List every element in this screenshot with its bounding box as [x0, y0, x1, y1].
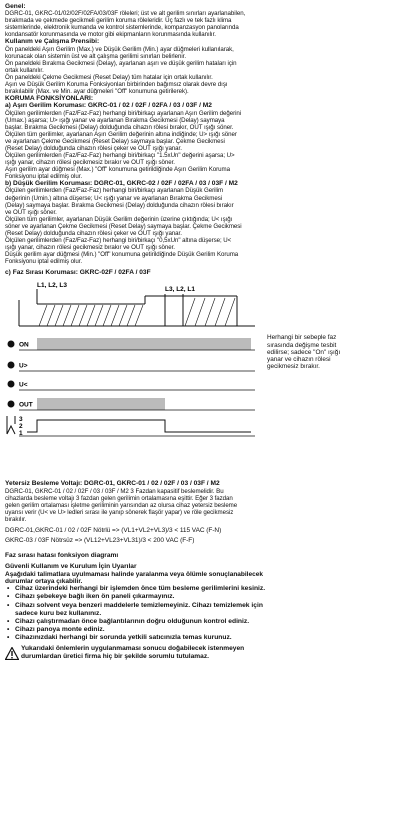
- dusuk-line: Ölçülen gerilimlerden (Faz/Faz-Faz) herhangi biri/birkaçı ayarlanan Düşük Gerilim: [5, 187, 224, 195]
- phase-label-normal: L1, L2, L3: [37, 282, 67, 290]
- faz-diagram-title: Faz sırası hatası fonksiyon diagramı: [5, 552, 119, 559]
- genel-body: [5, 10, 411, 38]
- koruma-heading: KORUMA FONKSİYONLARI:: [5, 95, 94, 103]
- guvenli-intro-2: durumlar ortaya çıkabilir.: [5, 577, 83, 585]
- kullanim-body: [5, 46, 411, 95]
- yetersiz-line: DGRC-01, GKRC-01 / 02 / 02F / 03 / 03F / M2 3 Fazdan kapasitif beslemelidir. Bu: [5, 487, 224, 495]
- led-under-voltage-icon: [8, 381, 15, 388]
- note-line: sırasında değişme tesbit: [267, 341, 337, 349]
- safety-bullets: [5, 585, 411, 642]
- led-over-voltage-icon: [8, 362, 15, 369]
- phase-label-reversed: L3, L2, L1: [165, 286, 195, 294]
- note-line: yanar ve cihazın rölesi: [267, 356, 331, 364]
- asiri-line: Ölçülen gerilimlerden (Faz/Faz-Faz) herhangi biri/birkaçı ayarlanan Aşırı Gerilim değerini: [5, 109, 242, 117]
- kullanim-line: bırakılabilir (Max. ve Min. ayar düğmeleri "Off" konumuna getirilerek).: [5, 88, 189, 96]
- asiri-line: (Reset Delay) dolduğunda cihazın rölesi çeker ve OUT ışığı yanar.: [5, 144, 182, 152]
- safety-bullet: • Cihazı panoya monte ediniz.: [15, 626, 411, 634]
- asiri-line: Ölçülen gerilimlerden (Faz/Faz-Faz) herhangi biri/birkaçı "1.5xUn" değerini aşarsa; U>: [5, 151, 235, 159]
- phase-sequence-timing-diagram: [5, 278, 411, 476]
- kullanim-heading: Kullanım ve Çalışma Prensibi:: [5, 38, 100, 46]
- yetersiz-heading: Yetersiz Besleme Voltajı: DGRC-01, GKRC-01 / 02 / 02F / 03 / 03F / M2: [5, 480, 220, 488]
- dusuk-line: (Delay) saymaya başlar. Bırakma Gecikmesi (Delay) dolduğunda cihazın rölesi bırakır: [5, 201, 234, 209]
- row-label-over-voltage: U>: [19, 362, 28, 370]
- asiri-line: Aşırı gerilim ayar düğmesi (Max.) "Off" konumuna getirildiğinde Aşırı Gerilim Koruma: [5, 166, 230, 174]
- safety-bullet-cont: sadece kuru bez kullanınız.: [15, 609, 102, 617]
- safety-bullet: • Cihazı şebekeye bağlı iken ön paneli çıkarmayınız.: [15, 593, 411, 601]
- genel-heading: Genel:: [5, 3, 26, 10]
- kullanim-line: ortak kullanılır.: [5, 66, 44, 74]
- safety-bullet: • Cihaz üzerindeki herhangi bir işlemden önce tüm besleme gerilimlerini kesiniz.: [15, 585, 411, 593]
- dusuk-line: Düşük gerilim ayar düğmesi (Min.) "Off" konumuna getirildiğinde Düşük Gerilim Koruma: [5, 250, 239, 258]
- guvenli-intro-1: Aşağıdaki talimatlara uyulmaması halinde yaralanma veya ölümle sonuçlanabilecek: [5, 570, 263, 578]
- led-on-icon: [8, 341, 15, 348]
- asiri-gerilim-heading: a) Aşırı Gerilim Koruması: GKRC-01 / 02 / 02F / 02FA / 03 / 03F / M2: [5, 102, 212, 110]
- warning-text: [21, 645, 406, 660]
- formula-neutral: DGRC-01,GKRC-01 / 02 / 02F Nötrlü => (VL1+VL2+VL3)/3 < 115 VAC (F-N): [5, 526, 222, 534]
- asiri-gerilim-body: [5, 110, 411, 180]
- dusuk-line: ve OUT ışığı söner.: [5, 208, 57, 216]
- asiri-line: ve ayarlanan Çekme Gecikmesi (Reset Delay) saymaya başlar. Çekme Gecikmesi: [5, 137, 225, 145]
- phase-hatch: [39, 298, 235, 326]
- dusuk-line: söner ve ayarlanan Çekme Gecikmesi (Reset Delay) saymaya başlar. Çekme Gecikmesi: [5, 222, 242, 230]
- genel-line: DGRC-01, GKRC-01/02/02F/02FA/03/03F röleleri; üst ve alt gerilim sınırları ayarlanabilen,: [5, 10, 246, 18]
- warning-block: [5, 645, 411, 667]
- warning-line: durumlardan üretici firma hiç bir şekilde sorumlu tutulamaz.: [21, 653, 209, 660]
- asiri-line: Ölçülen tüm gerilimler, ayarlanan Aşırı Gerilim değerinin altına indiğinde; U> ışığı söner: [5, 130, 237, 138]
- yetersiz-line: uyarısı verir (U< ve U> ledleri sırası ile yanıp sönerek flaşör yapar) ve röle gecikmesiz: [5, 508, 234, 516]
- kullanim-line: korunacak olan sistemin üst ve alt çalışma gerilimi sınırları belirlenir.: [5, 52, 186, 60]
- timing-diagram-svg: [5, 278, 411, 476]
- yetersiz-body: [5, 488, 411, 523]
- relay-label-1: 1: [19, 430, 23, 438]
- row-label-out: OUT: [19, 401, 33, 409]
- note-line: Herhangi bir sebeple faz: [267, 334, 337, 342]
- kullanim-line: Ön paneldeki Çekme Gecikmesi (Reset Delay) tüm hatalar için ortak kullanılır.: [5, 73, 213, 81]
- on-signal-bar: [37, 338, 251, 350]
- asiri-line: ışığı yanar, cihazın rölesi gecikmesiz bırakır ve OUT ışığı söner.: [5, 159, 175, 167]
- dusuk-line: Ölçülen gerilimlerden (Faz/Faz-Faz) herhangi biri/birkaçı "0,5xUn" altına düşerse; U<: [5, 236, 232, 244]
- dusuk-line: Ölçülen tüm gerilimler, ayarlanan Düşük Gerilim değerinin üzerine çıktığında; U< ışığı: [5, 215, 233, 223]
- document-page: [5, 3, 411, 667]
- dusuk-line: Fonksiyonu iptal edilmiş olur.: [5, 257, 82, 265]
- relay-label-3: 3: [19, 416, 23, 424]
- safety-bullet: • Cihazınızdaki herhangi bir sorunda yetkili satıcınızla temas kurunuz.: [15, 634, 411, 642]
- yetersiz-line: bırakılır.: [5, 515, 27, 523]
- genel-line: kondansatör korunmasında ve motor gibi ekipmanların korunmasında kullanılır.: [5, 31, 216, 39]
- note-line: gecikmesiz bırakır.: [267, 363, 320, 371]
- relay-icon: [7, 416, 15, 434]
- row-label-on: ON: [19, 341, 29, 349]
- asiri-line: Fonksiyonu iptal edilmiş olur.: [5, 173, 82, 181]
- dusuk-line: (Reset Delay) dolduğunda cihazın rölesi çeker ve OUT ışığı yanar.: [5, 229, 182, 237]
- faz-sirasi-heading: c) Faz Sırası Koruması: GKRC-02F / 02FA / 03F: [5, 268, 151, 276]
- genel-line: bırakmada ve çekmede gecikmeli gerilim koruma röleleridir. Üç fazlı ve tek fazlı klima: [5, 17, 232, 25]
- asiri-line: başlar. Bırakma Gecikmesi (Delay) dolduğunda cihazın rölesi bırakır, OUT ışığı söner.: [5, 123, 234, 131]
- relay-label-2: 2: [19, 423, 23, 431]
- genel-line: sistemlerinde, elektronik kumanda ve kontrol sistemlerinde, kompanzasyon panolarında: [5, 24, 239, 32]
- dusuk-gerilim-body: [5, 187, 411, 265]
- dusuk-line: ışığı yanar, cihazın rölesi gecikmesiz bırakır ve OUT ışığı söner.: [5, 243, 175, 251]
- timing-diagram-note: [267, 334, 407, 370]
- yetersiz-line: cihazlarda besleme voltajı 3 fazdan gelen gerilimin ortalamasına eşittir. Eğer 3 fazdan: [5, 494, 233, 502]
- safety-bullet: • Cihazı çalıştırmadan önce bağlantılarının doğru olduğunun kontrol ediniz.: [15, 618, 411, 626]
- guvenli-heading: Güvenli Kullanım ve Kurulum İçin Uyarılar: [5, 563, 137, 571]
- out-signal-bar: [37, 398, 165, 410]
- warning-triangle-icon: [5, 647, 19, 660]
- dusuk-gerilim-heading: b) Düşük Gerilim Koruması: DGRC-01, GKRC-02 / 02F / 02FA / 03 / 03F / M2: [5, 180, 238, 188]
- row-label-under-voltage: U<: [19, 381, 28, 389]
- kullanim-line: Ön paneldeki Aşırı Gerilim (Max.) ve Düşük Gerilim (Min.) ayar düğmeleri kullanılarak,: [5, 45, 234, 53]
- note-line: edilirse; sadece "On" ışığı: [267, 348, 341, 356]
- asiri-line: (Umax.) aşarsa; U> ışığı yanar ve ayarlanan Bırakma Gecikmesi (Delay) saymaya: [5, 116, 225, 124]
- yetersiz-line: gelen gerilim ortalaması işletme geriliminin yarısından az olursa cihaz yetersiz besleme: [5, 501, 238, 509]
- kullanim-line: Ön paneldeki Bırakma Gecikmesi (Delay), ayarlanan aşırı ve düşük gerilim hataları için: [5, 59, 237, 67]
- relay-signal-line: [27, 420, 251, 432]
- safety-bullet: • Cihazı solvent veya benzeri maddelerle temizlemeyiniz. Cihazı temizlemek için: [15, 602, 411, 610]
- formula-no-neutral: GKRC-03 / 03F Nötrsüz => (VL12+VL23+VL31)/3 < 200 VAC (F-F): [5, 537, 195, 545]
- warning-line: Yukarıdaki önlemlerin uygulanmaması sonucu doğabilecek istenmeyen: [21, 645, 245, 653]
- dusuk-line: değerinin (Umin.) altına düşerse; U< ışığı yanar ve ayarlanan Bırakma Gecikmesi: [5, 194, 223, 202]
- led-out-icon: [8, 401, 15, 408]
- kullanim-line: Aşırı ve Düşük Gerilim Koruma Fonksiyonları birbirinden bağımsız olarak devre dışı: [5, 81, 228, 89]
